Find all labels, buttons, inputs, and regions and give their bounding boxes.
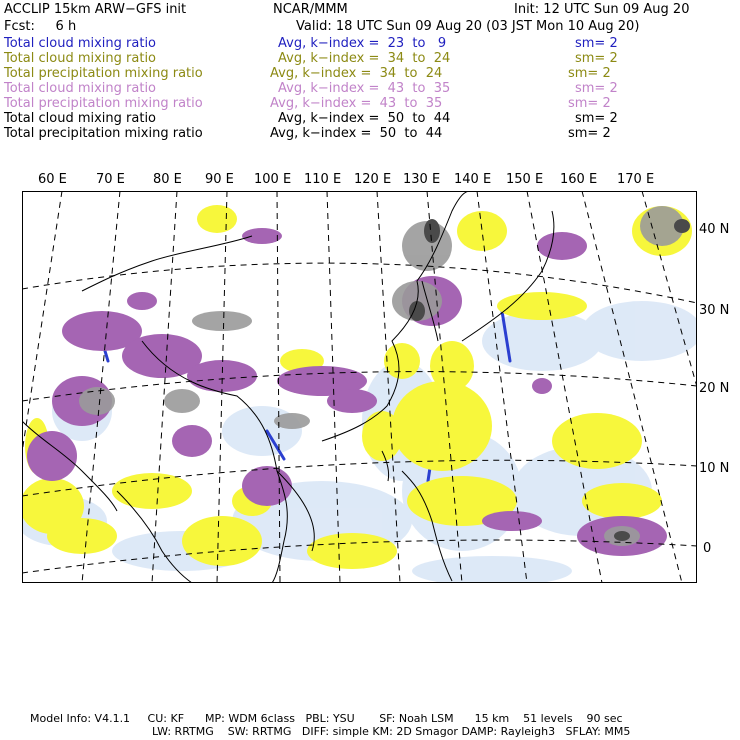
lon-label-70e: 70 E — [96, 172, 125, 187]
legend-avg-6: Avg, k−index = 50 to 44 — [278, 111, 451, 126]
forecast-hour: Fcst: 6 h — [4, 19, 77, 34]
legend-avg-1: Avg, k−index = 23 to 9 — [278, 36, 447, 51]
lon-label-160e: 160 E — [560, 172, 598, 187]
legend-avg-7: Avg, k−index = 50 to 44 — [270, 126, 443, 141]
legend-sm-6: sm= 2 — [575, 111, 618, 126]
legend-avg-2: Avg, k−index = 34 to 24 — [278, 51, 451, 66]
legend-sm-3: sm= 2 — [568, 66, 611, 81]
legend-avg-5: Avg, k−index = 43 to 35 — [270, 96, 443, 111]
model-info-line2: LW: RRTMG SW: RRTMG DIFF: simple KM: 2D Smagor DAMP: Rayleigh3 SFLAY: MM5 — [152, 725, 631, 738]
lon-label-150e: 150 E — [506, 172, 544, 187]
legend-name-1: Total cloud mixing ratio — [4, 36, 157, 51]
legend-name-6: Total cloud mixing ratio — [4, 111, 157, 126]
lat-label-20n: 20 N — [699, 381, 730, 396]
legend-avg-4: Avg, k−index = 43 to 35 — [278, 81, 451, 96]
legend-sm-7: sm= 2 — [568, 126, 611, 141]
legend-name-5: Total precipitation mixing ratio — [4, 96, 203, 111]
lat-label-30n: 30 N — [699, 303, 730, 318]
lon-label-110e: 110 E — [304, 172, 342, 187]
valid-time: Valid: 18 UTC Sun 09 Aug 20 (03 JST Mon 10 Aug 20) — [296, 19, 640, 34]
forecast-map — [22, 191, 697, 583]
lat-label-40n: 40 N — [699, 222, 730, 237]
legend-sm-1: sm= 2 — [575, 36, 618, 51]
model-title: ACCLIP 15km ARW−GFS init — [4, 2, 187, 17]
lon-label-140e: 140 E — [454, 172, 492, 187]
lon-label-130e: 130 E — [403, 172, 441, 187]
model-info-line1: Model Info: V4.1.1 CU: KF MP: WDM 6class PBL: YSU SF: Noah LSM 15 km 51 levels 90 sec — [30, 712, 623, 725]
legend-sm-4: sm= 2 — [575, 81, 618, 96]
legend-sm-2: sm= 2 — [575, 51, 618, 66]
lon-label-170e: 170 E — [617, 172, 655, 187]
lon-label-60e: 60 E — [38, 172, 67, 187]
institution-label: NCAR/MMM — [273, 2, 348, 17]
lon-label-120e: 120 E — [354, 172, 392, 187]
init-time: Init: 12 UTC Sun 09 Aug 20 — [514, 2, 690, 17]
lat-label-equator: 0 — [703, 541, 712, 556]
legend-name-2: Total cloud mixing ratio — [4, 51, 157, 66]
lon-label-80e: 80 E — [153, 172, 182, 187]
legend-name-3: Total precipitation mixing ratio — [4, 66, 203, 81]
legend-name-4: Total cloud mixing ratio — [4, 81, 157, 96]
legend-sm-5: sm= 2 — [568, 96, 611, 111]
lon-label-90e: 90 E — [205, 172, 234, 187]
legend-avg-3: Avg, k−index = 34 to 24 — [270, 66, 443, 81]
lon-label-100e: 100 E — [254, 172, 292, 187]
legend-name-7: Total precipitation mixing ratio — [4, 126, 203, 141]
lat-label-10n: 10 N — [699, 461, 730, 476]
